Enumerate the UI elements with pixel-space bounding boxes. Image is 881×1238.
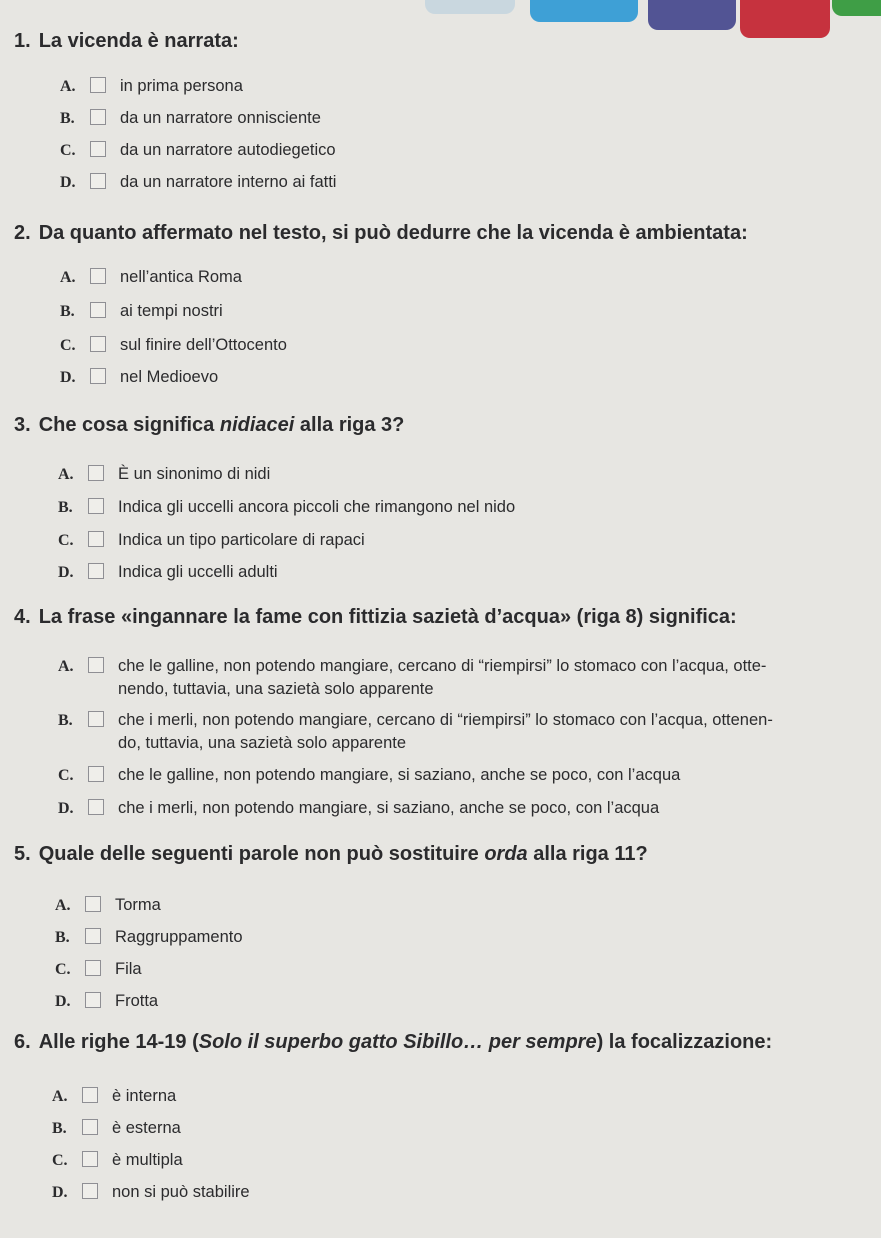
option-text: che le galline, non potendo mangiare, cercano di “riempirsi” lo stomaco con l’acqua, otte- bbox=[118, 657, 767, 675]
question-prompt-italic: Solo il superbo gatto Sibillo… per sempre bbox=[198, 1031, 597, 1053]
option-3c[interactable] bbox=[58, 529, 365, 552]
question-6 bbox=[14, 1031, 772, 1054]
option-3d[interactable] bbox=[58, 561, 278, 584]
question-prompt-end: ) la focalizzazione: bbox=[596, 1031, 773, 1053]
question-prompt: Da quanto affermato nel testo, si può dedurre che la vicenda è ambientata: bbox=[38, 222, 748, 244]
option-text: nel Medioevo bbox=[120, 368, 219, 386]
option-1d[interactable] bbox=[60, 171, 336, 194]
question-prompt: La vicenda è narrata: bbox=[38, 30, 239, 52]
checkbox[interactable] bbox=[88, 657, 104, 673]
option-letter: A. bbox=[58, 466, 74, 483]
option-2a[interactable] bbox=[60, 266, 242, 289]
option-6c[interactable] bbox=[52, 1149, 183, 1172]
option-letter: A. bbox=[55, 897, 71, 914]
checkbox[interactable] bbox=[82, 1087, 98, 1103]
option-6d[interactable] bbox=[52, 1181, 250, 1204]
tab-decoration bbox=[832, 0, 881, 16]
option-2b[interactable] bbox=[60, 300, 223, 323]
checkbox[interactable] bbox=[82, 1183, 98, 1199]
option-letter: A. bbox=[58, 658, 74, 675]
option-text-continued: do, tuttavia, una sazietà solo apparente bbox=[118, 734, 407, 752]
option-6b[interactable] bbox=[52, 1117, 181, 1140]
option-1a[interactable] bbox=[60, 75, 243, 98]
tab-decoration bbox=[425, 0, 515, 14]
checkbox[interactable] bbox=[90, 268, 106, 284]
checkbox[interactable] bbox=[88, 799, 104, 815]
option-letter: C. bbox=[52, 1152, 68, 1169]
checkbox[interactable] bbox=[90, 77, 106, 93]
option-letter: C. bbox=[58, 767, 74, 784]
checkbox[interactable] bbox=[82, 1151, 98, 1167]
question-prompt-start: Che cosa significa bbox=[38, 414, 220, 436]
option-5b[interactable] bbox=[55, 926, 243, 949]
question-3 bbox=[14, 414, 404, 437]
option-letter: C. bbox=[58, 532, 74, 549]
option-text: da un narratore interno ai fatti bbox=[120, 173, 337, 191]
question-prompt-start: Quale delle seguenti parole non può sostituire bbox=[38, 843, 485, 865]
option-text: ai tempi nostri bbox=[120, 302, 223, 320]
option-text: è esterna bbox=[112, 1119, 181, 1137]
option-3a[interactable] bbox=[58, 463, 270, 486]
option-text: non si può stabilire bbox=[112, 1183, 250, 1201]
question-number: 5. bbox=[14, 843, 31, 865]
question-number: 1. bbox=[14, 30, 31, 52]
option-5d[interactable] bbox=[55, 990, 158, 1013]
question-number: 2. bbox=[14, 222, 31, 244]
option-text: in prima persona bbox=[120, 77, 243, 95]
checkbox[interactable] bbox=[90, 109, 106, 125]
checkbox[interactable] bbox=[90, 336, 106, 352]
option-4b[interactable] bbox=[58, 709, 778, 754]
option-text: Fila bbox=[115, 960, 142, 978]
checkbox[interactable] bbox=[82, 1119, 98, 1135]
option-letter: B. bbox=[60, 303, 75, 320]
checkbox[interactable] bbox=[85, 992, 101, 1008]
checkbox[interactable] bbox=[85, 960, 101, 976]
option-letter: D. bbox=[60, 369, 76, 386]
checkbox[interactable] bbox=[88, 498, 104, 514]
question-number: 6. bbox=[14, 1031, 31, 1053]
option-2d[interactable] bbox=[60, 366, 218, 389]
option-text-continued: nendo, tuttavia, una sazietà solo apparente bbox=[118, 680, 434, 698]
option-1c[interactable] bbox=[60, 139, 336, 162]
option-text: è interna bbox=[112, 1087, 177, 1105]
checkbox[interactable] bbox=[88, 766, 104, 782]
checkbox[interactable] bbox=[88, 711, 104, 727]
option-letter: C. bbox=[60, 337, 76, 354]
option-4a[interactable] bbox=[58, 655, 778, 700]
option-letter: C. bbox=[60, 142, 76, 159]
option-text: Frotta bbox=[115, 992, 159, 1010]
option-text: Indica gli uccelli ancora piccoli che rimangono nel nido bbox=[118, 498, 516, 516]
option-4c[interactable] bbox=[58, 764, 680, 787]
checkbox[interactable] bbox=[90, 368, 106, 384]
option-letter: B. bbox=[60, 110, 75, 127]
option-letter: C. bbox=[55, 961, 71, 978]
option-letter: B. bbox=[58, 712, 73, 729]
option-3b[interactable] bbox=[58, 496, 515, 519]
option-text: che le galline, non potendo mangiare, si saziano, anche se poco, con l’acqua bbox=[118, 766, 681, 784]
option-letter: D. bbox=[58, 800, 74, 817]
option-6a[interactable] bbox=[52, 1085, 176, 1108]
option-4d[interactable] bbox=[58, 797, 659, 820]
option-2c[interactable] bbox=[60, 334, 287, 357]
option-text: che i merli, non potendo mangiare, cercano di “riempirsi” lo stomaco con l’acqua, ottenen- bbox=[118, 711, 773, 729]
option-text: è multipla bbox=[112, 1151, 183, 1169]
checkbox[interactable] bbox=[85, 896, 101, 912]
option-letter: A. bbox=[60, 269, 76, 286]
question-prompt-end: alla riga 3? bbox=[294, 414, 405, 436]
option-text: Raggruppamento bbox=[115, 928, 243, 946]
tab-decoration bbox=[648, 0, 736, 30]
question-prompt: La frase «ingannare la fame con fittizia sazietà d’acqua» (riga 8) significa: bbox=[38, 606, 737, 628]
tab-decoration bbox=[740, 0, 830, 38]
option-text: Torma bbox=[115, 896, 161, 914]
checkbox[interactable] bbox=[85, 928, 101, 944]
option-text: Indica un tipo particolare di rapaci bbox=[118, 531, 365, 549]
option-text: da un narratore autodiegetico bbox=[120, 141, 336, 159]
option-letter: B. bbox=[55, 929, 70, 946]
option-letter: D. bbox=[58, 564, 74, 581]
checkbox[interactable] bbox=[90, 173, 106, 189]
option-5c[interactable] bbox=[55, 958, 142, 981]
option-letter: D. bbox=[55, 993, 71, 1010]
option-text: Indica gli uccelli adulti bbox=[118, 563, 278, 581]
checkbox[interactable] bbox=[88, 465, 104, 481]
option-letter: A. bbox=[60, 78, 76, 95]
question-5 bbox=[14, 843, 648, 866]
checkbox[interactable] bbox=[90, 141, 106, 157]
option-5a[interactable] bbox=[55, 894, 161, 917]
checkbox[interactable] bbox=[88, 563, 104, 579]
question-prompt-end: alla riga 11? bbox=[527, 843, 648, 865]
question-4 bbox=[14, 606, 737, 629]
question-number: 3. bbox=[14, 414, 31, 436]
option-letter: B. bbox=[58, 499, 73, 516]
option-letter: A. bbox=[52, 1088, 68, 1105]
option-text: nell’antica Roma bbox=[120, 268, 242, 286]
tab-decoration bbox=[530, 0, 638, 22]
option-letter: D. bbox=[60, 174, 76, 191]
question-2 bbox=[14, 222, 748, 245]
question-prompt-start: Alle righe 14-19 ( bbox=[38, 1031, 199, 1053]
option-text: È un sinonimo di nidi bbox=[118, 465, 271, 483]
option-text: che i merli, non potendo mangiare, si saziano, anche se poco, con l’acqua bbox=[118, 799, 660, 817]
option-text: da un narratore onnisciente bbox=[120, 109, 321, 127]
checkbox[interactable] bbox=[88, 531, 104, 547]
option-1b[interactable] bbox=[60, 107, 321, 130]
checkbox[interactable] bbox=[90, 302, 106, 318]
question-prompt-italic: nidiacei bbox=[219, 414, 295, 436]
option-letter: B. bbox=[52, 1120, 67, 1137]
option-letter: D. bbox=[52, 1184, 68, 1201]
question-number: 4. bbox=[14, 606, 31, 628]
question-1 bbox=[14, 30, 239, 53]
option-text: sul finire dell’Ottocento bbox=[120, 336, 287, 354]
question-prompt-italic: orda bbox=[484, 843, 528, 865]
